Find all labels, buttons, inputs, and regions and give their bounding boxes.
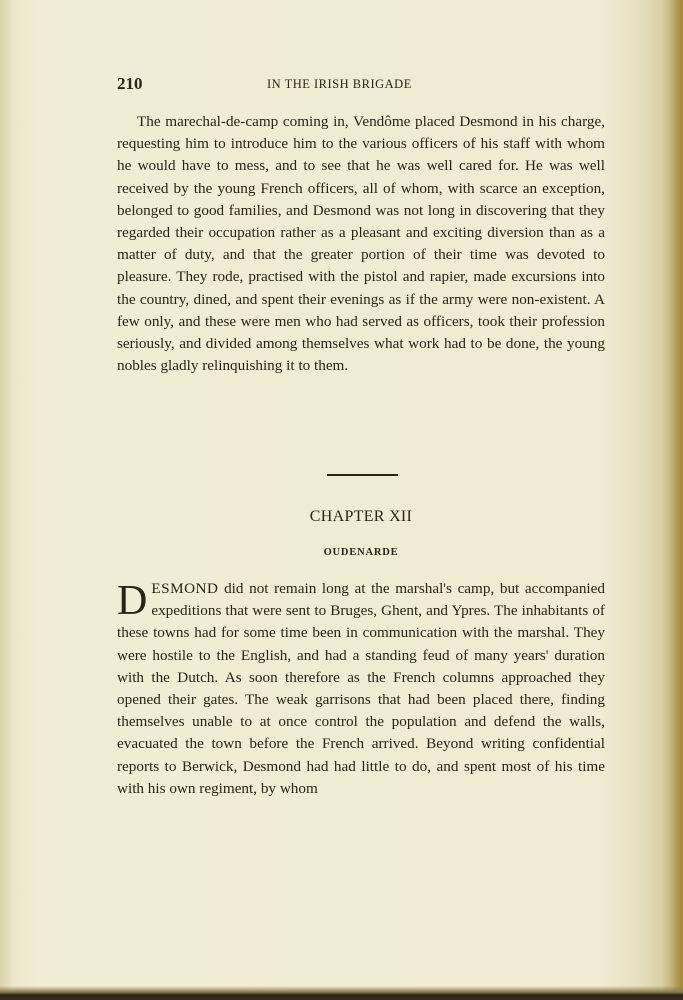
chapter-title: CHAPTER XII xyxy=(309,508,413,525)
section-divider xyxy=(327,474,398,476)
page-header xyxy=(117,74,605,96)
page-number: 210 xyxy=(117,74,143,93)
page-bottom-edge xyxy=(0,986,683,1000)
running-head: IN THE IRISH BRIGADE xyxy=(267,77,412,91)
chapter-opening-paragraph xyxy=(117,578,605,800)
page-edge-shadow xyxy=(671,0,683,1000)
paragraph-text: did not remain long at the marshal's camp, but accompanied expeditions that were sent to Bruges, Ghent, and Ypres. The inhabitants of these towns had for some time been in communication with the marshal. They were hostile to the English, and had a standing feud of many years' duration with the Dutch. As soon therefore as the French columns approached they opened their gates. The weak garrisons that had been placed there, finding themselves unable to at once control the population and defend the walls, evacuated the town before the French arrived. Beyond writing confidential reports to Berwick, Desmond had had little to do, and spent most of his time with his own regiment, by whom xyxy=(117,580,605,797)
chapter-subtitle: OUDENARDE xyxy=(323,547,399,558)
drop-cap: D xyxy=(117,578,148,624)
first-word: ESMOND xyxy=(151,580,219,597)
paragraph: The marechal-de-camp coming in, Vendôme placed Desmond in his charge, requesting him to introduce him to the various officers of his staff with whom he would have to mess, and to see that he was well cared for. He was well received by the young French officers, all of whom, with scarce an exception, belonged to good families, and Desmond was not long in discovering that they regarded their occupation rather as a pleasant and exciting diversion than as a matter of duty, and that the greater portion of their time was devoted to pleasure. They rode, practised with the pistol and rapier, made excursions into the country, dined, and spent their evenings as if the army were non-existent. A few only, and these were men who had served as officers, took their profession seriously, and divided among themselves what work had to be done, the young nobles gladly relinquishing it to them. xyxy=(117,113,605,375)
